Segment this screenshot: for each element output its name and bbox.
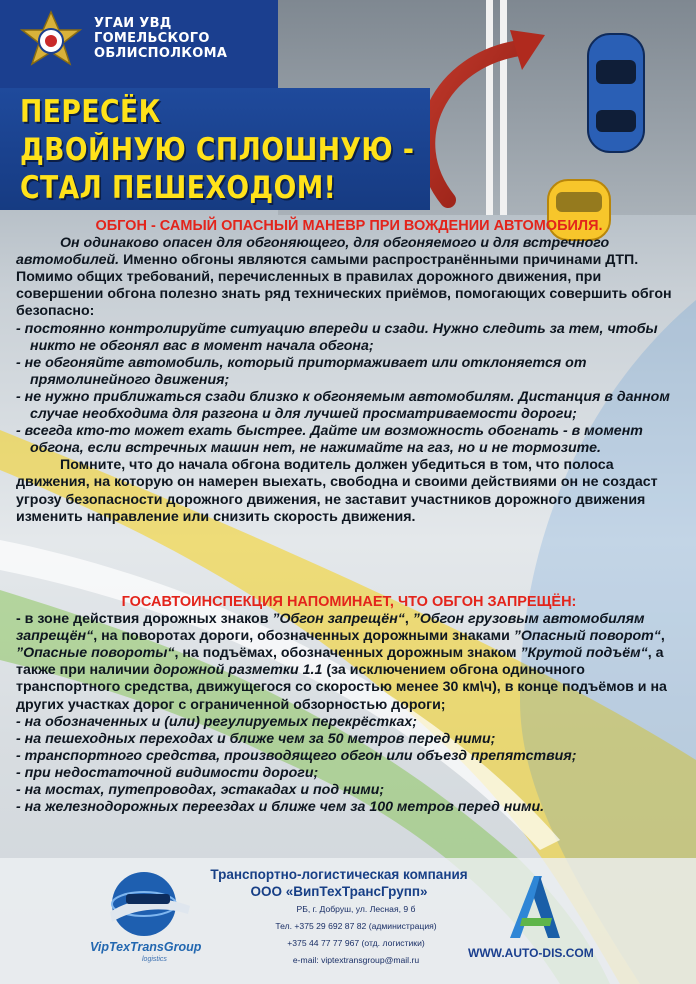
company-email: e-mail: viptextransgroup@mail.ru (292, 955, 420, 965)
company-globe-logo-icon (104, 866, 194, 940)
company-line-2: ООО «ВипТехТрансГрупп» (250, 884, 428, 899)
blue-car-icon (588, 34, 644, 152)
traffic-police-emblem-icon (18, 10, 84, 76)
org-name (94, 16, 227, 61)
org-line-2: ГОМЕЛЬСКОГО (94, 31, 210, 46)
prohibition-item: - на обозначенных и (или) регулируемых перекрёстках; (16, 713, 418, 730)
prohibition-item: - на мостах, путепроводах, эстакадах и под ними; (16, 782, 385, 799)
intro-rest: Именно обгоны являются самыми распространёнными причинами ДТП. Помимо общих требований, перечисленных в правилах дорожного движения, при совершении обгона полезно знать ряд технических приёмов, помогающих совершить обгон безопасно: (16, 252, 672, 320)
road-line-right (500, 0, 507, 215)
marking-name: дорожной разметки 1.1 (153, 662, 323, 679)
website-link[interactable]: WWW.AUTO-DIS.COM (468, 946, 594, 960)
company-line-1: Транспортно-логистическая компания (210, 867, 468, 882)
text-run: , (404, 611, 413, 628)
headline-line-3: СТАЛ ПЕШЕХОДОМ! (20, 170, 337, 206)
company-phone-logistics: +375 44 77 77 967 (отд. логистики) (287, 938, 425, 948)
prohibition-item: - на железнодорожных переездах и ближе чем за 100 метров перед ними. (16, 799, 545, 816)
sign-name: ”Обгон грузовым автомобилям запрещён“ (16, 611, 645, 645)
prohibition-item-signs (16, 611, 682, 714)
section-1-reminder: Помните, что до начала обгона водитель должен убедиться в том, что полоса движения, на которую он намерен выехать, свободна и своими действиями он не создаст угрозу безопасности дорожного движения, не заставит участников дорожного движения изменить направление или снизить скорость движения. (16, 457, 658, 525)
company-logo-sub: logistics (142, 956, 167, 963)
text-run: , (660, 628, 665, 645)
company-logo-text: VipTexTransGroup (90, 940, 202, 954)
org-line-1: УГАИ УВД (94, 16, 172, 31)
org-header (0, 0, 278, 88)
tip-item: - всегда кто-то может ехать быстрее. Дайте им возможность обогнать - в момент обгона, если встречных машин нет, не нажимайте на газ, но и не тормозите. (16, 423, 643, 457)
headline-line-2: ДВОЙНУЮ СПЛОШНУЮ - (20, 132, 415, 168)
road-line-left (486, 0, 493, 215)
prohibition-item: - транспортного средства, производящего обгон или объезд препятствия; (16, 747, 577, 764)
text-run: , на подъёмах, обозначенных дорожным знаком (174, 645, 521, 662)
section-1-title: ОБГОН - САМЫЙ ОПАСНЫЙ МАНЕВР ПРИ ВОЖДЕНИИ АВТОМОБИЛЯ. (95, 218, 603, 234)
sign-name: ”Крутой подъём“ (520, 645, 648, 662)
prohibition-item: - при недостаточной видимости дороги; (16, 764, 319, 781)
text-run: , а также при наличии (16, 645, 664, 679)
section-2-title: ГОСАВТОИНСПЕКЦИЯ НАПОМИНАЕТ, ЧТО ОБГОН ЗАПРЕЩЁН: (121, 594, 577, 610)
tip-item: - не обгоняйте автомобиль, который притормаживает или отклоняется от прямолинейного движения; (16, 354, 587, 388)
section-overtaking (16, 218, 682, 526)
text-run: (за исключением обгона одиночного транспортного средства, движущегося со скоростью менее 30 км\ч), в конце подъёмов и на других участках дорог с ограниченной обзорностью дороги; (16, 662, 667, 713)
tip-item: - постоянно контролируйте ситуацию впереди и сзади. Нужно следить за тем, чтобы никто не обгонял вас в момент начала обгона; (16, 320, 658, 354)
sign-name: ”Обгон запрещён“ (272, 611, 405, 628)
text-run: - в зоне действия дорожных знаков (16, 611, 273, 628)
headline-panel (0, 88, 430, 210)
section-prohibited (16, 594, 682, 816)
company-name (186, 866, 492, 900)
org-line-3: ОБЛИСПОЛКОМА (94, 46, 228, 61)
section-1-intro (16, 235, 682, 320)
sign-name: ”Опасный поворот“ (513, 628, 661, 645)
intro-italic: Он одинаково опасен для обгоняющего, для обгоняемого и для встречного автомобилей. (16, 235, 610, 269)
auto-dis-logo-icon (500, 872, 570, 942)
tip-item: - не нужно приближаться сзади близко к обгоняемым автомобилям. Дистанция в данном случае необходима для разгона и для лучшей просматриваемости дороги; (16, 388, 670, 423)
prohibition-item: - на пешеходных переходах и ближе чем за 50 метров перед ними; (16, 730, 496, 747)
text-run: , на поворотах дороги, обозначенных дорожными знаками (93, 628, 514, 645)
company-address: РБ, г. Добруш, ул. Лесная, 9 б (296, 904, 416, 914)
sign-name: ”Опасные повороты“ (16, 645, 175, 662)
company-phone-admin: Тел. +375 29 692 87 82 (администрация) (275, 921, 437, 931)
headline-line-1: ПЕРЕСЁК (20, 94, 161, 130)
